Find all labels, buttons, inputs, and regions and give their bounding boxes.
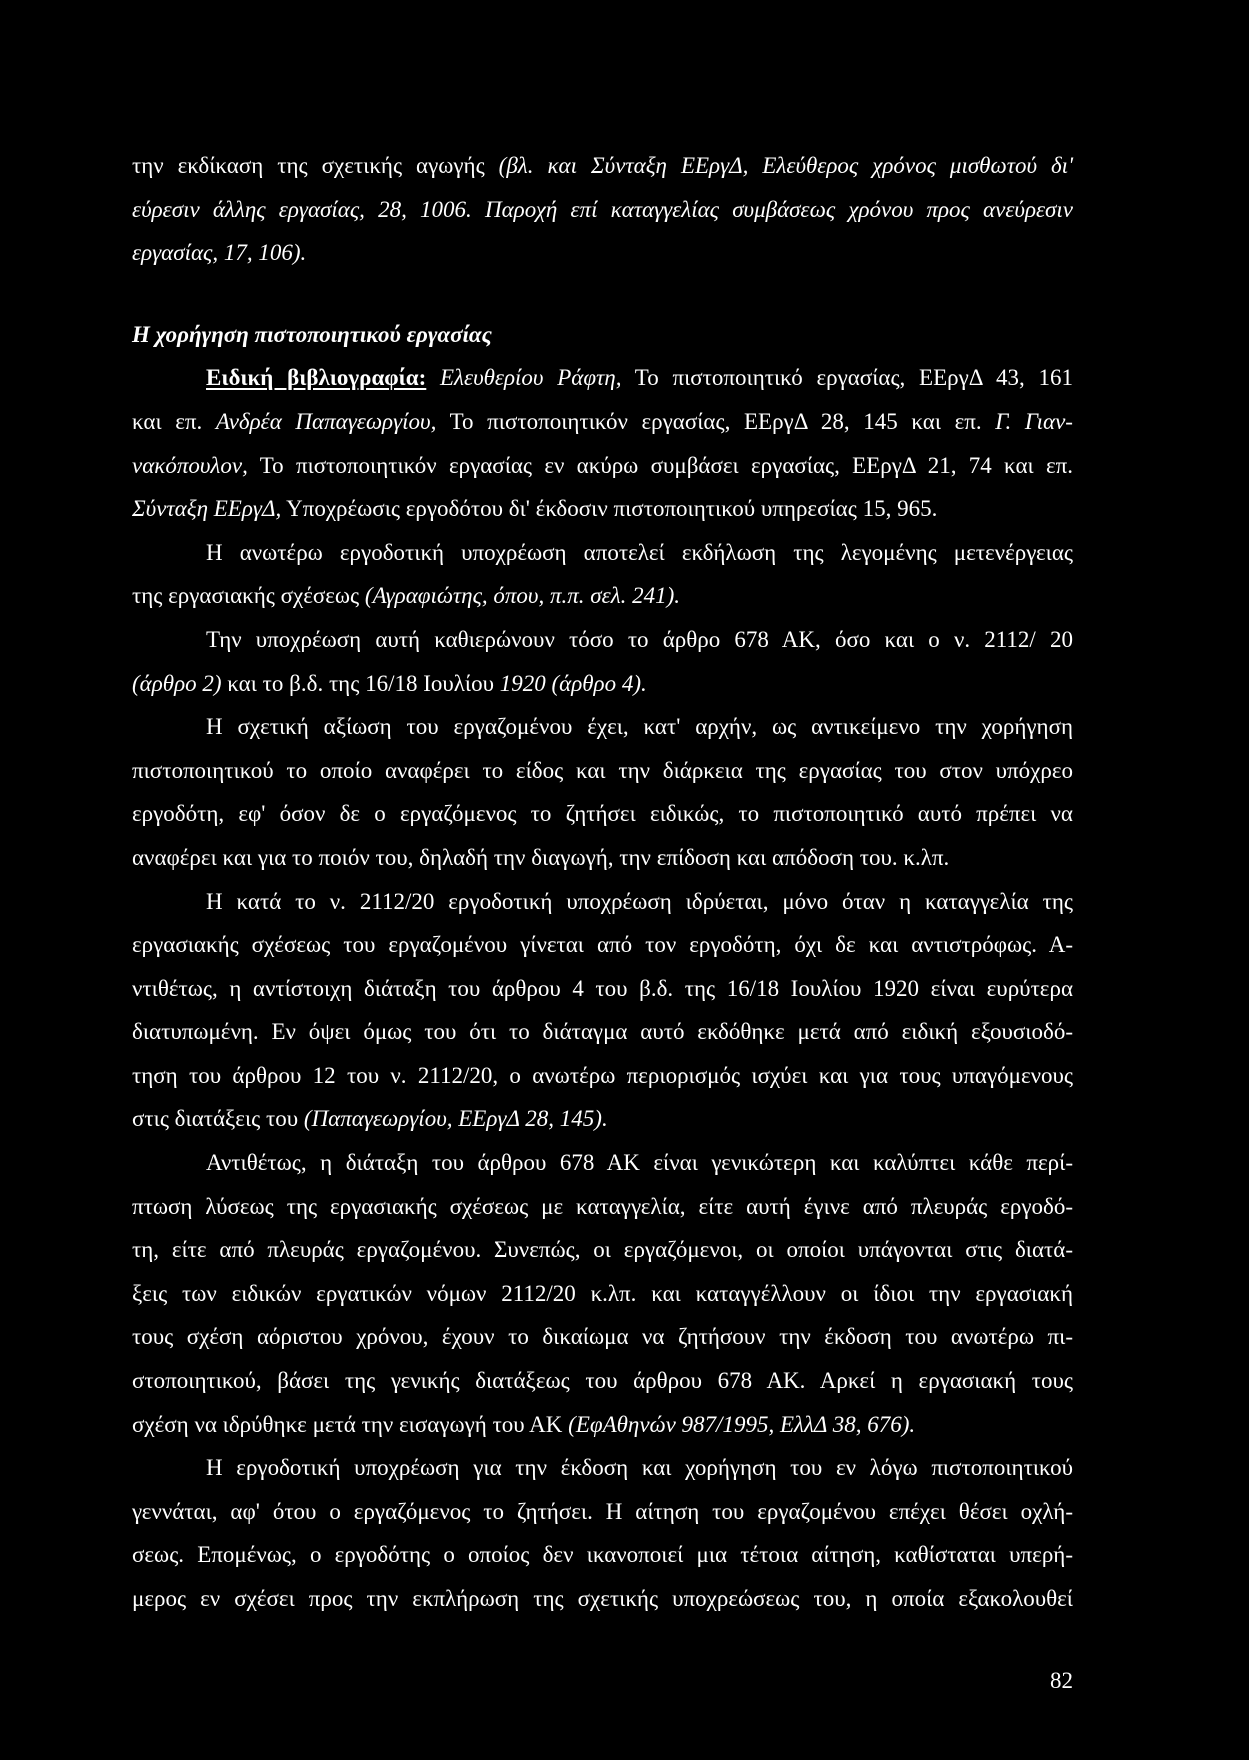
text-line [132, 1315, 1073, 1359]
text-line [132, 1533, 1073, 1577]
text-segment: στις διατάξεις του [132, 1106, 304, 1132]
text-segment: πτωση λύσεως της εργασιακής σχέσεως με καταγγελία, είτε αυτή έγινε από πλευράς εργοδό- [132, 1193, 1073, 1219]
text-segment: Η κατά το ν. 2112/20 εργοδοτική υποχρέωση ιδρύεται, μόνο όταν η καταγγελία της [206, 888, 1073, 914]
text-segment: Αντιθέτως, η διάταξη του άρθρου 678 ΑΚ είναι γενικώτερη και καλύπτει κάθε περί- [206, 1150, 1073, 1176]
text-segment: σεως. Επομένως, ο εργοδότης ο οποίος δεν ικανοποιεί μια τέτοια αίτηση, καθίσταται υπερή- [132, 1542, 1073, 1568]
text-line [132, 1272, 1073, 1316]
citation-text: εύρεσιν άλλης εργασίας, 28, 1006. Παροχή επί καταγγελίας συμβάσεως χρόνου προς ανεύρεσιν [132, 196, 1073, 222]
text-line [132, 531, 1073, 575]
text-line [132, 1097, 1073, 1141]
text-segment: την εκδίκαση της σχετικής αγωγής [132, 153, 499, 178]
text-segment: διατυπωμένη. Εν όψει όμως του ότι το διάταγμα αυτό εκδόθηκε μετά από ειδική εξουσιοδό- [132, 1019, 1073, 1045]
citation-text: (Αγραφιώτης, όπου, π.π. σελ. 241). [364, 583, 681, 609]
text-segment: γεννάται, αφ' ότου ο εργαζόμενος το ζητήσει. Η αίτηση του εργαζομένου επέχει θέσει οχλή- [132, 1498, 1073, 1524]
text-line [132, 1359, 1073, 1403]
page-number: 82 [1050, 1668, 1073, 1693]
text-segment: εργασιακής σχέσεως του εργαζομένου γίνεται από τον εργοδότη, όχι δε και αντιστρόφως. Α- [132, 932, 1073, 958]
text-segment: και επ. [132, 408, 216, 434]
text-line [132, 880, 1073, 924]
text-segment: σχέση να ιδρύθηκε μετά την εισαγωγή του ΑΚ [132, 1411, 569, 1437]
text-segment: Το πιστοποιητικόν εργασίας εν ακύρω συμβάσει εργασίας, ΕΕργΔ 21, 74 και επ. [247, 452, 1073, 478]
text-segment: Το πιστοποιητικόν εργασίας, ΕΕργΔ 28, 145 και επ. [436, 408, 996, 434]
text-segment: αναφέρει και για το ποιόν του, δηλαδή την διαγωγή, την επίδοση και απόδοση του. κ.λπ. [132, 844, 950, 870]
text-segment: πιστοποιητικού το οποίο αναφέρει το είδος και την διάρκεια της εργασίας του στον υπόχρεο [132, 757, 1073, 783]
text-line [132, 836, 1073, 880]
text-line [132, 1185, 1073, 1229]
section-heading [132, 313, 1073, 357]
paragraph [132, 531, 1073, 618]
text-segment: τους σχέση αόριστου χρόνου, έχουν το δικαίωμα να ζητήσουν την έκδοση του ανωτέρω πι- [132, 1324, 1073, 1350]
text-line [132, 313, 1073, 357]
text-line [132, 1490, 1073, 1534]
text-line [132, 792, 1073, 836]
citation-text: Σύνταξη ΕΕργΔ, [132, 496, 282, 522]
paragraph [132, 618, 1073, 705]
text-line [132, 967, 1073, 1011]
paragraph [132, 1141, 1073, 1446]
citation-text: (Παπαγεωργίου, ΕΕργΔ 28, 145). [303, 1106, 608, 1132]
paragraph [132, 880, 1073, 1142]
citation-text: Ανδρέα Παπαγεωργίου, [215, 408, 437, 434]
citation-text: (άρθρο 2) [132, 670, 222, 696]
bibliography-note [132, 356, 1073, 530]
text-line [132, 231, 1073, 275]
text-line [132, 188, 1073, 232]
text-segment: της εργασιακής σχέσεως [132, 583, 365, 609]
text-segment: Η εργοδοτική υποχρέωση για την έκδοση και χορήγηση του εν λόγω πιστοποιητικού [206, 1455, 1073, 1481]
text-segment: μερος εν σχέσει προς την εκπλήρωση της σχετικής υποχρεώσεως του, η οποία εξακολουθεί [132, 1586, 1073, 1611]
text-line [132, 1054, 1073, 1098]
text-segment: τη, είτε από πλευράς εργαζομένου. Συνεπώς, οι εργαζόμενοι, οι οποίοι υπάγονται στις διατά- [132, 1237, 1073, 1263]
paragraph [132, 705, 1073, 879]
paragraph [132, 1446, 1073, 1620]
text-segment: εργοδότη, εφ' όσον δε ο εργαζόμενος το ζητήσει ειδικώς, το πιστοποιητικό αυτό πρέπει να [132, 801, 1073, 827]
text-segment: τηση του άρθρου 12 του ν. 2112/20, ο ανωτέρω περιορισμός ισχύει και για τους υπαγόμενους [132, 1062, 1073, 1088]
text-line [132, 1141, 1073, 1185]
continued-paragraph [132, 144, 1073, 275]
text-segment: Η ανωτέρω εργοδοτική υποχρέωση αποτελεί εκδήλωση της λεγομένης μετενέργειας [206, 539, 1073, 565]
text-line [132, 1403, 1073, 1447]
text-segment: Την υποχρέωση αυτή καθιερώνουν τόσο το άρθρο 678 ΑΚ, όσο και ο ν. 2112/ 20 [206, 626, 1073, 652]
text-line [132, 356, 1073, 400]
text-segment: και το β.δ. της 16/18 Ιουλίου [221, 670, 500, 696]
text-line [132, 144, 1073, 188]
citation-text: Γ. Γιαν- [995, 408, 1073, 434]
citation-text: νακόπουλον, [132, 452, 248, 478]
text-line [132, 1577, 1073, 1621]
text-line [132, 705, 1073, 749]
text-segment: Το πιστοποιητικό εργασίας, ΕΕργΔ 43, 161 [621, 365, 1073, 391]
citation-text: (βλ. και Σύνταξη ΕΕργΔ, Ελεύθερος χρόνος μισθωτού δι' [498, 153, 1073, 178]
text-line [132, 400, 1073, 444]
text-line [132, 1010, 1073, 1054]
text-line [132, 574, 1073, 618]
page-body [132, 144, 1073, 1621]
citation-text: Ελευθερίου Ράφτη, [426, 365, 622, 391]
text-line [132, 749, 1073, 793]
text-line [132, 444, 1073, 488]
text-line [132, 1228, 1073, 1272]
text-line [132, 618, 1073, 662]
text-line [132, 487, 1073, 531]
text-segment: Υποχρέωσις εργοδότου δι' έκδοσιν πιστοποιητικού υπηρεσίας 15, 965. [281, 496, 938, 522]
text-segment: Η σχετική αξίωση του εργαζομένου έχει, κατ' αρχήν, ως αντικείμενο την χορήγηση [206, 714, 1073, 740]
section-heading-text: Η χορήγηση πιστοποιητικού εργασίας [132, 321, 492, 347]
citation-text: εργασίας, 17, 106). [132, 240, 307, 266]
bibliography-label: Ειδική βιβλιογραφία: [206, 365, 427, 391]
text-line [132, 662, 1073, 706]
text-segment: στοποιητικού, βάσει της γενικής διατάξεως του άρθρου 678 ΑΚ. Αρκεί η εργασιακή τους [132, 1368, 1073, 1394]
citation-text: 1920 (άρθρο 4). [499, 670, 647, 696]
text-line [132, 1446, 1073, 1490]
text-segment: ξεις των ειδικών εργατικών νόμων 2112/20 κ.λπ. και καταγγέλλουν οι ίδιοι την εργασιακή [132, 1280, 1073, 1306]
citation-text: (ΕφΑθηνών 987/1995, ΕλλΔ 38, 676). [568, 1411, 916, 1437]
text-line [132, 923, 1073, 967]
text-segment: ντιθέτως, η αντίστοιχη διάταξη του άρθρου 4 του β.δ. της 16/18 Ιουλίου 1920 είναι ευρύτερα [132, 975, 1073, 1001]
